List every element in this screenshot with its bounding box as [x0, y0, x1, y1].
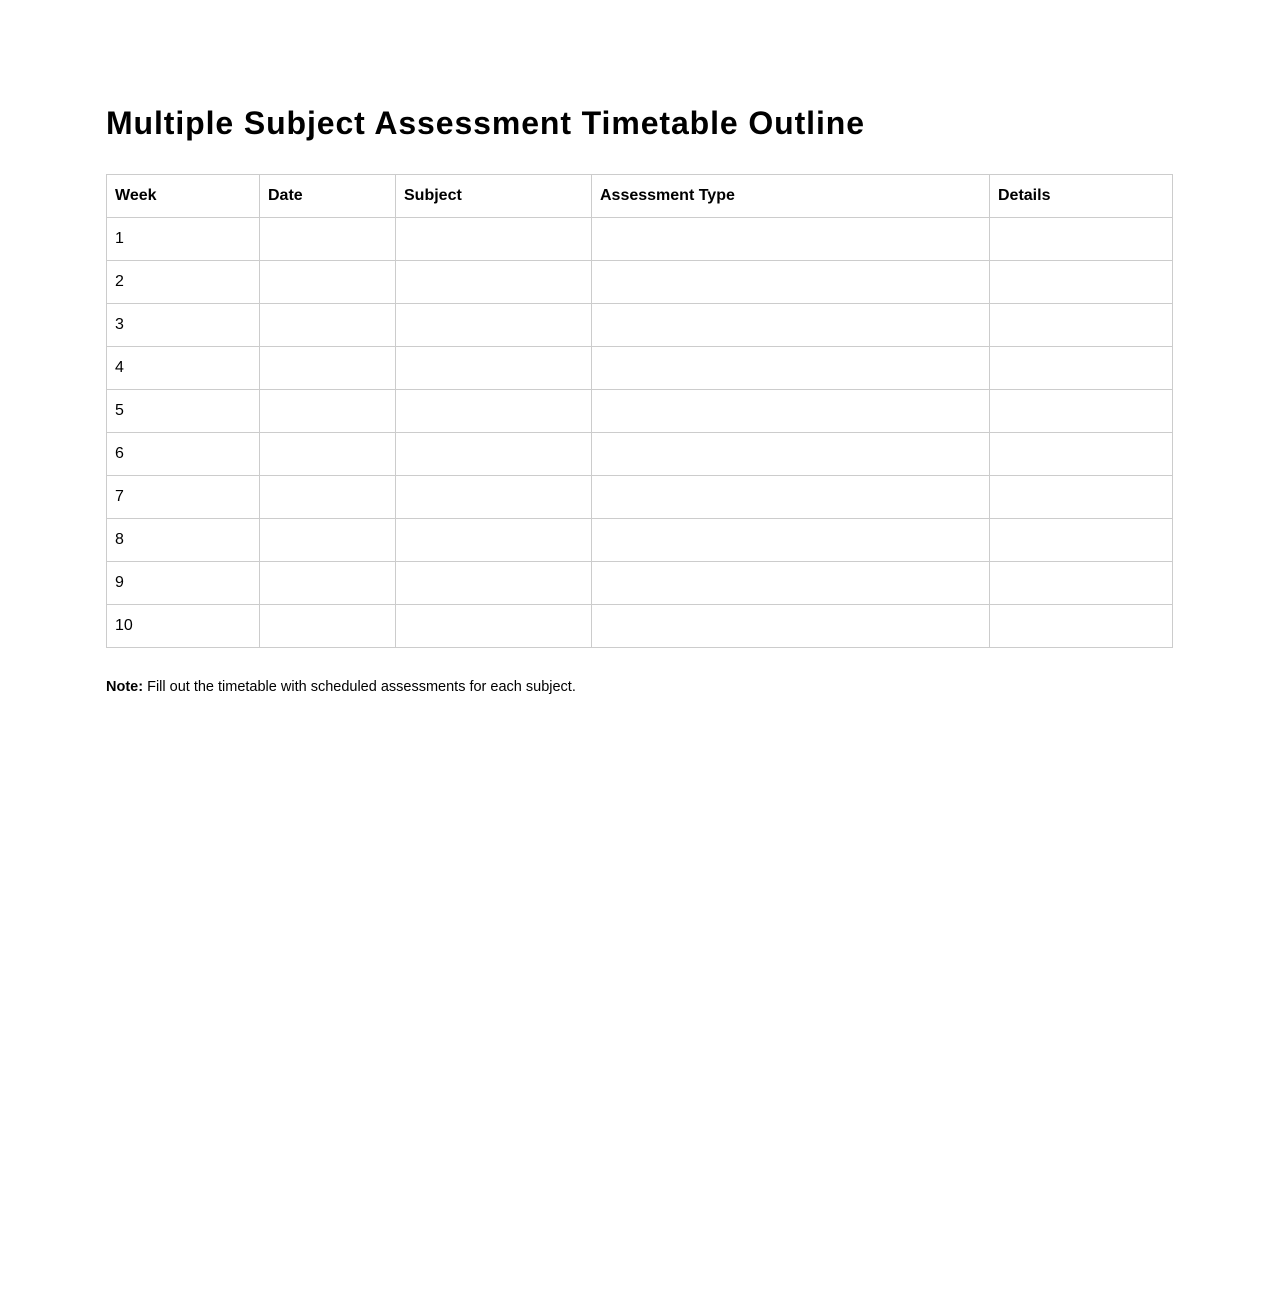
table-row	[107, 390, 1173, 433]
cell-details	[990, 390, 1173, 433]
table-row	[107, 433, 1173, 476]
cell-week: 2	[107, 261, 260, 304]
cell-assessment-type	[592, 347, 990, 390]
cell-date	[260, 218, 396, 261]
header-date: Date	[260, 175, 396, 218]
header-week: Week	[107, 175, 260, 218]
note-text: Fill out the timetable with scheduled assessments for each subject.	[143, 679, 576, 695]
cell-details	[990, 519, 1173, 562]
cell-date	[260, 476, 396, 519]
table-row	[107, 476, 1173, 519]
cell-subject	[396, 261, 592, 304]
cell-details	[990, 476, 1173, 519]
cell-date	[260, 390, 396, 433]
cell-details	[990, 562, 1173, 605]
table-row	[107, 347, 1173, 390]
cell-date	[260, 605, 396, 648]
table-row	[107, 218, 1173, 261]
cell-subject	[396, 562, 592, 605]
cell-week: 7	[107, 476, 260, 519]
cell-assessment-type	[592, 476, 990, 519]
cell-week: 3	[107, 304, 260, 347]
cell-subject	[396, 605, 592, 648]
cell-assessment-type	[592, 519, 990, 562]
cell-assessment-type	[592, 218, 990, 261]
cell-assessment-type	[592, 261, 990, 304]
cell-subject	[396, 476, 592, 519]
document-page	[106, 100, 1172, 695]
cell-week: 10	[107, 605, 260, 648]
table-header-row	[107, 175, 1173, 218]
cell-details	[990, 347, 1173, 390]
table-row	[107, 261, 1173, 304]
cell-details	[990, 261, 1173, 304]
cell-week: 4	[107, 347, 260, 390]
cell-week: 5	[107, 390, 260, 433]
cell-assessment-type	[592, 605, 990, 648]
cell-details	[990, 605, 1173, 648]
cell-week: 9	[107, 562, 260, 605]
cell-subject	[396, 304, 592, 347]
cell-subject	[396, 519, 592, 562]
cell-details	[990, 433, 1173, 476]
cell-date	[260, 261, 396, 304]
page-title: Multiple Subject Assessment Timetable Outline	[106, 105, 865, 141]
cell-date	[260, 433, 396, 476]
table-row	[107, 605, 1173, 648]
table-row	[107, 519, 1173, 562]
cell-subject	[396, 347, 592, 390]
note	[106, 679, 576, 695]
cell-subject	[396, 390, 592, 433]
cell-details	[990, 304, 1173, 347]
cell-week: 1	[107, 218, 260, 261]
table-row	[107, 562, 1173, 605]
cell-week: 8	[107, 519, 260, 562]
cell-details	[990, 218, 1173, 261]
cell-subject	[396, 218, 592, 261]
cell-date	[260, 519, 396, 562]
cell-assessment-type	[592, 433, 990, 476]
assessment-timetable	[106, 174, 1173, 648]
cell-subject	[396, 433, 592, 476]
cell-date	[260, 304, 396, 347]
cell-assessment-type	[592, 304, 990, 347]
header-assessment-type: Assessment Type	[592, 175, 990, 218]
header-subject: Subject	[396, 175, 592, 218]
cell-assessment-type	[592, 562, 990, 605]
cell-date	[260, 347, 396, 390]
cell-assessment-type	[592, 390, 990, 433]
note-label: Note:	[106, 679, 144, 695]
header-details: Details	[990, 175, 1173, 218]
table-row	[107, 304, 1173, 347]
cell-week: 6	[107, 433, 260, 476]
cell-date	[260, 562, 396, 605]
